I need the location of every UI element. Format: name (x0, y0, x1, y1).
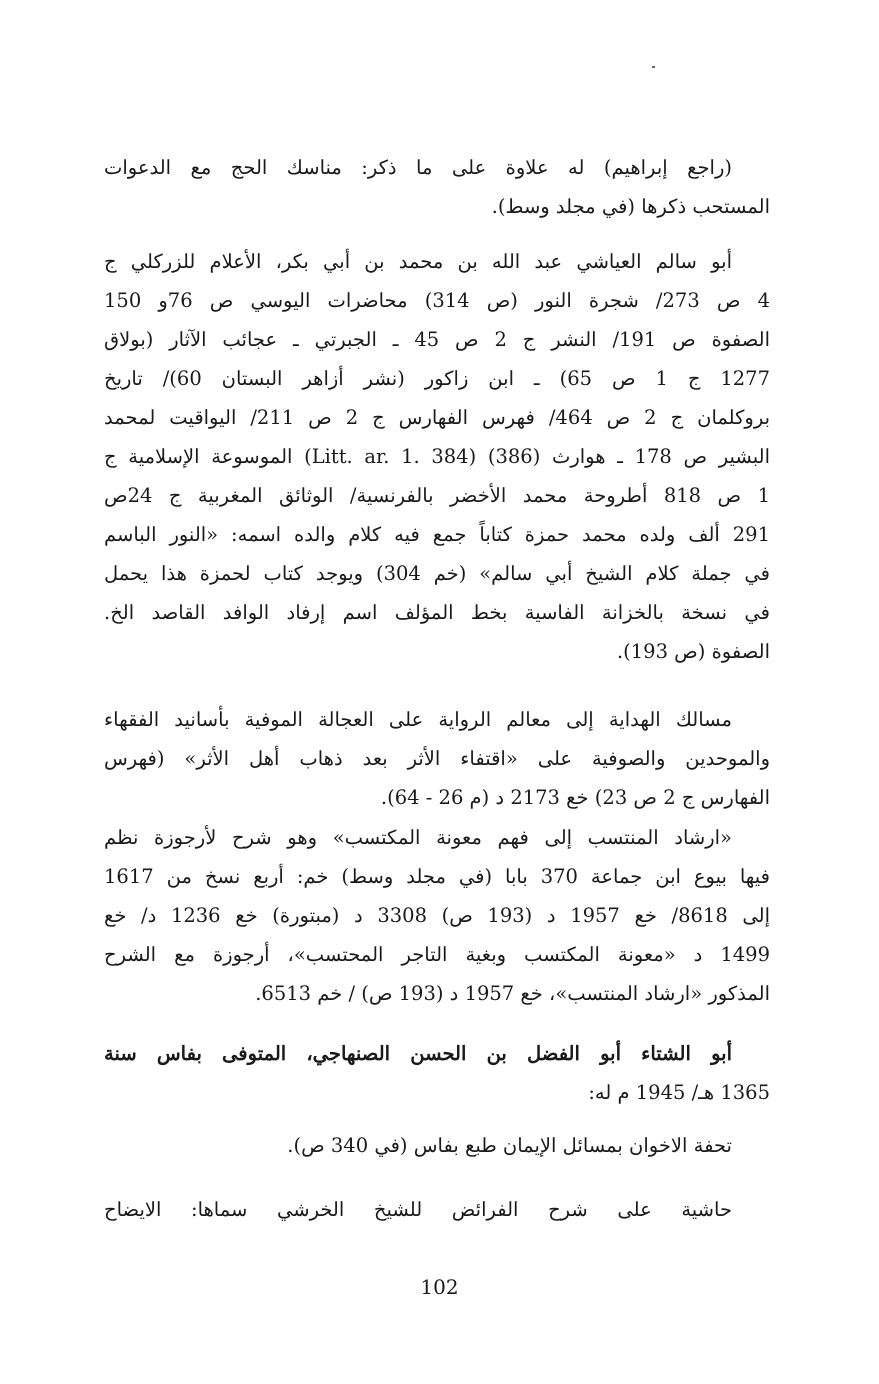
text-line: أبو سالم العياشي عبد الله بن محمد بن أبي بكر، الأعلام للزركلي ج (104, 250, 732, 273)
text-line: في نسخة بالخزانة الفاسية بخط المؤلف اسم إرفاد الوافد القاصد الخ. (104, 601, 770, 624)
text-line: أبو الشتاء أبو الفضل بن الحسن الصنهاجي، المتوفى بفاس سنة (104, 1042, 732, 1065)
text-line: المذكور «ارشاد المنتسب»، خع 1957 د (193 ص) / خم 6513. (255, 982, 770, 1005)
text-line: (راجع إبراهيم) له علاوة على ما ذكر: مناسك الحج مع الدعوات (104, 156, 732, 179)
text-line: إلى 8618/ خع 1957 د (193 ص) 3308 د (مبتورة) خع 1236 د/ خع (104, 904, 770, 927)
paragraph-1 (104, 148, 770, 226)
text-line: الفهارس ج 2 ص 23) خع 2173 د (م 26 - 64). (380, 786, 770, 809)
text-line: 291 ألف ولده محمد حمزة كتاباً جمع فيه كلام والده اسمه: «النور الباسم (104, 523, 770, 546)
text-line: 1365 هـ/ 1945 م له: (588, 1081, 770, 1104)
text-line: 4 ص 273/ شجرة النور (ص 314) محاضرات اليوسي ص 76و 150 (104, 289, 770, 312)
text-line: البشير ص 178 ـ هوارث (386) (Litt. ar. 1. 384) الموسوعة الإسلامية ج (104, 445, 770, 468)
text-line: 1 ص 818 أطروحة محمد الأخضر بالفرنسية/ الوثائق المغربية ج 24ص (104, 484, 770, 507)
paragraph-5 (104, 1034, 770, 1112)
text-line: المستحب ذكرها (في مجلد وسط). (491, 195, 770, 218)
text-line: 1277 ج 1 ص 65) ـ ابن زاكور (نشر أزاهر البستان 60)/ تاريخ (104, 367, 770, 390)
text-line: «ارشاد المنتسب إلى فهم معونة المكتسب» وهو شرح لأرجوزة نظم (104, 826, 732, 849)
text-line: والموحدين والصوفية على «اقتفاء الأثر بعد ذهاب أهل الأثر» (فهرس (104, 747, 770, 770)
paragraph-6 (104, 1126, 770, 1165)
text-line: حاشية على شرح الفرائض للشيخ الخرشي سماها: الايضاح (104, 1198, 732, 1221)
text-line: في جملة كلام الشيخ أبي سالم» (خم 304) ويوجد كتاب لحمزة هذا يحمل (104, 562, 770, 585)
text-line: 1499 د «معونة المكتسب وبغية التاجر المحتسب»، أرجوزة مع الشرح (104, 943, 770, 966)
paragraph-3 (104, 700, 770, 817)
text-line: فيها بيوع ابن جماعة 370 بابا (في مجلد وسط) خم: أربع نسخ من 1617 (104, 865, 770, 888)
text-line: بروكلمان ج 2 ص 464/ فهرس الفهارس ج 2 ص 211/ اليواقيت لمحمد (104, 406, 770, 429)
text-line: الصفوة (ص 193). (616, 640, 770, 663)
scan-speck (652, 66, 655, 68)
text-line: الصفوة ص 191/ النشر ج 2 ص 45 ـ الجبرتي ـ عجائب الآثار (بولاق (104, 328, 770, 351)
text-line: مسالك الهداية إلى معالم الرواية على العجالة الموفية بأسانيد الفقهاء (104, 708, 732, 731)
page-number: 102 (420, 1275, 459, 1299)
paragraph-2 (104, 242, 770, 671)
text-line: تحفة الاخوان بمسائل الإيمان طبع بفاس (في 340 ص). (287, 1134, 732, 1157)
paragraph-7 (104, 1190, 770, 1229)
paragraph-4 (104, 818, 770, 1013)
